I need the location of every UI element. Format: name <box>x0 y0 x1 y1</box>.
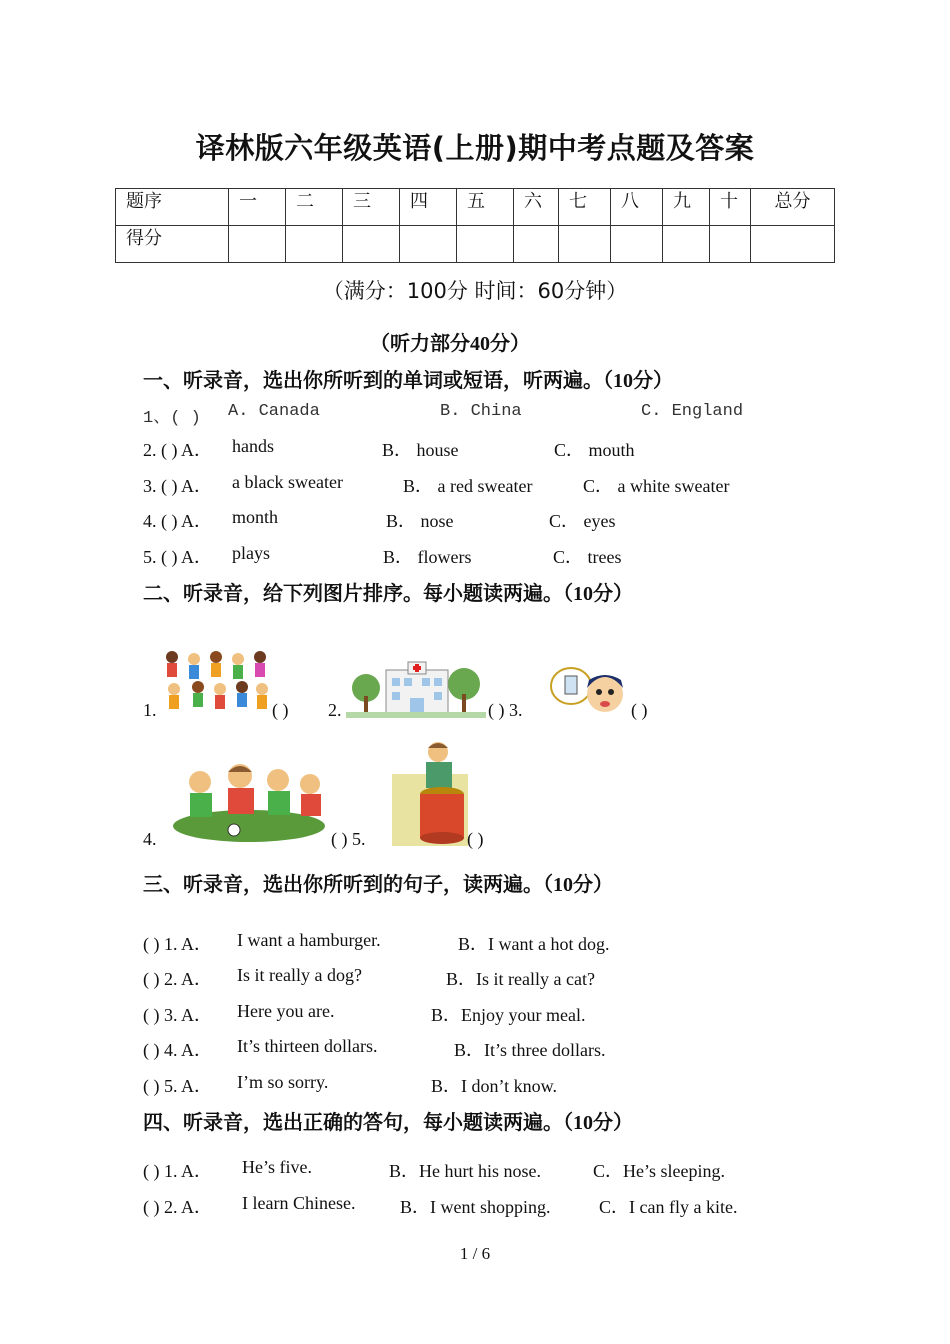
option-c: C． eyes <box>549 511 616 531</box>
question-number: 1、( ) <box>143 409 201 428</box>
score-cell <box>751 226 835 263</box>
table-cell: 七 <box>559 189 611 226</box>
score-table <box>115 188 835 263</box>
option-b: B．He hurt his nose. <box>389 1161 541 1181</box>
option-c: C. England <box>641 402 744 421</box>
option-b: B．I want a hot dog. <box>458 934 610 954</box>
listening-header: （听力部分40分） <box>370 333 530 355</box>
option-a: I learn Chinese. <box>242 1193 356 1213</box>
table-cell: 三 <box>343 189 400 226</box>
question-number: 3. ( ) A． <box>143 476 212 496</box>
option-a: Here you are. <box>237 1001 335 1021</box>
option-a: month <box>232 507 279 527</box>
answer-blank: ( ) <box>272 700 289 720</box>
exam-meta: （满分：100分 时间：60分钟） <box>322 279 628 303</box>
question-number: 5. ( ) A． <box>143 547 212 567</box>
page-number: 1 / 6 <box>459 1244 491 1263</box>
answer-blank: ( ) <box>631 700 648 720</box>
question-number: ( ) 1. A． <box>143 934 212 954</box>
question-number: 2. ( ) A． <box>143 440 212 460</box>
table-cell: 总分 <box>751 189 835 226</box>
table-cell: 十 <box>710 189 751 226</box>
score-cell <box>343 226 400 263</box>
picture-number: 4. <box>143 829 157 849</box>
score-cell <box>514 226 559 263</box>
score-cell <box>457 226 514 263</box>
option-b: B． flowers <box>383 547 472 567</box>
score-cell <box>400 226 457 263</box>
table-cell: 五 <box>457 189 514 226</box>
option-a: It’s thirteen dollars. <box>237 1036 378 1056</box>
table-row <box>116 226 835 263</box>
table-cell: 得分 <box>116 226 229 263</box>
question-number: ( ) 3. A． <box>143 1005 212 1025</box>
table-cell: 九 <box>663 189 710 226</box>
option-c: C．I can fly a kite. <box>599 1197 738 1217</box>
question-number: ( ) 5. A． <box>143 1076 212 1096</box>
question-number: ( ) 2. A． <box>143 1197 212 1217</box>
table-cell: 四 <box>400 189 457 226</box>
option-a: Is it really a dog? <box>237 965 362 985</box>
option-b: B． nose <box>386 511 454 531</box>
football-picture <box>170 760 328 844</box>
section-1-heading: 一、听录音，选出你所听到的单词或短语，听两遍。（10分） <box>143 370 673 392</box>
score-cell <box>663 226 710 263</box>
score-cell <box>286 226 343 263</box>
option-c: C． a white sweater <box>583 476 730 496</box>
table-cell: 二 <box>286 189 343 226</box>
hospital-picture <box>346 660 486 718</box>
question-number: ( ) 1. A． <box>143 1161 212 1181</box>
answer-blank: ( ) 3. <box>488 700 523 720</box>
table-cell: 题序 <box>116 189 229 226</box>
option-b: B．I went shopping. <box>400 1197 551 1217</box>
option-a: plays <box>232 543 270 563</box>
table-cell: 八 <box>611 189 663 226</box>
section-3-heading: 三、听录音，选出你所听到的句子，读两遍。（10分） <box>143 874 613 896</box>
score-cell <box>229 226 286 263</box>
option-b: B．It’s three dollars. <box>454 1040 606 1060</box>
section-4-heading: 四、听录音，选出正确的答句，每小题读两遍。（10分） <box>143 1112 633 1134</box>
option-a: hands <box>232 436 274 456</box>
option-a: He’s five. <box>242 1157 312 1177</box>
option-a: A. Canada <box>228 402 320 421</box>
score-cell <box>611 226 663 263</box>
table-cell: 六 <box>514 189 559 226</box>
option-b: B． a red sweater <box>403 476 533 496</box>
option-c: C． trees <box>553 547 622 567</box>
option-b: B. China <box>440 402 522 421</box>
picture-number: 2. <box>328 700 342 720</box>
option-a: I want a hamburger. <box>237 930 381 950</box>
kids-playing-picture <box>160 647 270 715</box>
score-cell <box>710 226 751 263</box>
answer-blank: ( ) <box>467 829 484 849</box>
score-cell <box>559 226 611 263</box>
picture-number: 1. <box>143 700 157 720</box>
table-cell: 一 <box>229 189 286 226</box>
option-b: B．Is it really a cat? <box>446 969 595 989</box>
question-number: ( ) 2. A． <box>143 969 212 989</box>
option-b: B． house <box>382 440 459 460</box>
option-c: C． mouth <box>554 440 635 460</box>
option-a: a black sweater <box>232 472 343 492</box>
option-b: B．I don’t know. <box>431 1076 557 1096</box>
option-c: C．He’s sleeping. <box>593 1161 725 1181</box>
table-row <box>116 189 835 226</box>
question-number: 4. ( ) A． <box>143 511 212 531</box>
answer-blank: ( ) 5. <box>331 829 366 849</box>
option-a: I’m so sorry. <box>237 1072 329 1092</box>
page-title: 译林版六年级英语(上册)期中考点题及答案 <box>195 131 755 165</box>
section-2-heading: 二、听录音，给下列图片排序。每小题读两遍。（10分） <box>143 583 633 605</box>
thirsty-boy-picture <box>549 666 627 718</box>
question-number: ( ) 4. A． <box>143 1040 212 1060</box>
option-b: B．Enjoy your meal. <box>431 1005 586 1025</box>
boy-on-drum-picture <box>392 740 468 846</box>
